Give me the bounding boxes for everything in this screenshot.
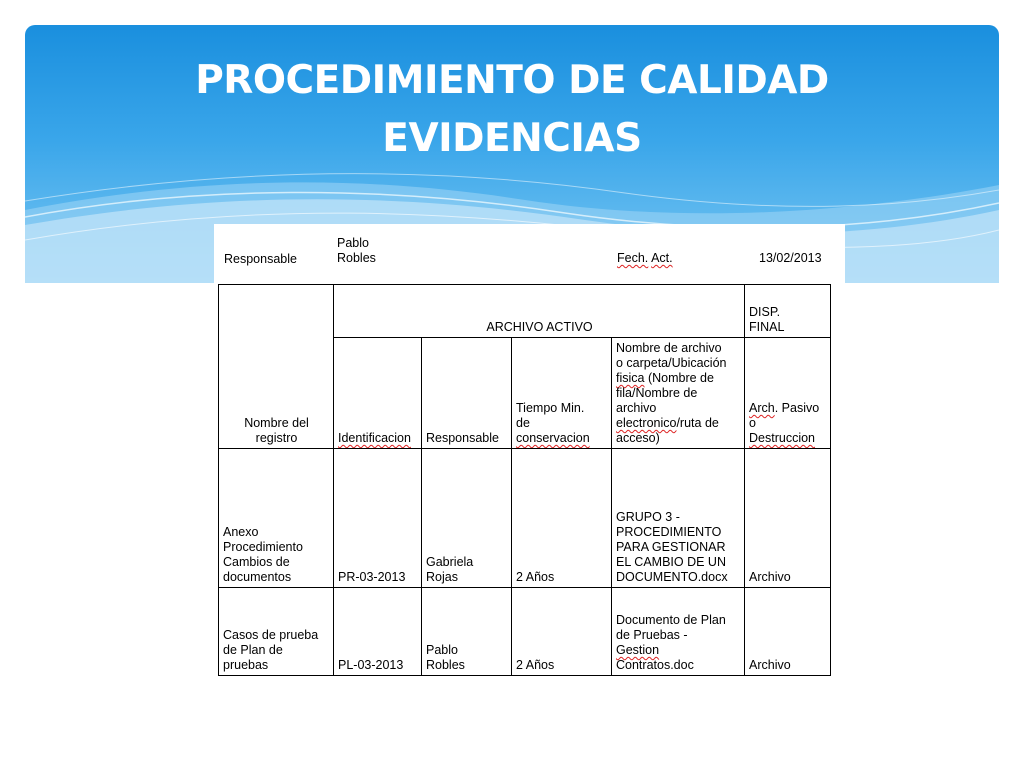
row-2-responsable-line-1: Pablo <box>426 643 458 657</box>
responsable-value-line-2: Robles <box>337 251 376 265</box>
header-disposicion <box>745 338 831 449</box>
row-2-archivo-line-2: de Pruebas - <box>616 628 688 642</box>
header-identificacion <box>334 338 422 449</box>
fecha-label-word-1: Fech. <box>617 251 649 265</box>
row-1-archivo-line-5: DOCUMENTO.docx <box>616 570 728 584</box>
slide-title-line-1: PROCEDIMIENTO DE CALIDAD <box>195 58 829 103</box>
row-2-registro <box>219 588 334 676</box>
header-nombre-archivo-line-2: o carpeta/Ubicación <box>616 356 727 370</box>
row-2-tiempo: 2 Años <box>512 588 612 676</box>
responsable-label: Responsable <box>224 252 297 266</box>
header-nombre-archivo-line-3 <box>616 371 741 386</box>
header-tiempo-line-1: Tiempo Min. <box>516 401 585 415</box>
fecha-label <box>617 251 673 266</box>
table-row <box>219 588 831 676</box>
row-1-responsable-line-2: Rojas <box>426 570 458 584</box>
header-disp-final-line-1: DISP. <box>749 305 781 319</box>
header-nombre-archivo-line-6b: /ruta de <box>676 416 719 430</box>
row-2-identificacion: PL-03-2013 <box>334 588 422 676</box>
header-nombre-archivo-line-1: Nombre de archivo <box>616 341 722 355</box>
row-1-registro <box>219 449 334 588</box>
row-1-registro-line-4: documentos <box>223 570 292 584</box>
header-nombre-archivo-line-5: archivo <box>616 401 657 415</box>
header-nombre-registro-line-2: registro <box>255 431 298 445</box>
header-archivo-activo: ARCHIVO ACTIVO <box>334 285 745 338</box>
header-nombre-archivo-line-4: fila/Nombre de <box>616 386 698 400</box>
row-1-archivo-line-2: PROCEDIMIENTO <box>616 525 722 539</box>
header-tiempo-line-3: conservacion <box>516 431 590 445</box>
evidence-table <box>218 284 831 676</box>
header-disposicion-line-1 <box>749 401 827 416</box>
row-1-archivo-line-4: EL CAMBIO DE UN <box>616 555 726 569</box>
row-2-disposicion: Archivo <box>745 588 831 676</box>
header-disp-final-line-2: FINAL <box>749 320 785 334</box>
row-2-registro-line-3: pruebas <box>223 658 269 672</box>
header-nombre-archivo <box>612 338 745 449</box>
row-1-identificacion: PR-03-2013 <box>334 449 422 588</box>
header-tiempo-line-2: de <box>516 416 530 430</box>
row-1-tiempo: 2 Años <box>512 449 612 588</box>
row-1-disposicion: Archivo <box>745 449 831 588</box>
row-1-responsable <box>422 449 512 588</box>
fecha-label-word-2: Act. <box>651 251 673 265</box>
header-nombre-archivo-line-7: acceso) <box>616 431 660 445</box>
row-2-registro-line-2: de Plan de <box>223 643 283 657</box>
table-row <box>219 449 831 588</box>
row-2-registro-line-1: Casos de prueba <box>223 628 319 642</box>
row-2-archivo-line-4: Contratos.doc <box>616 658 694 672</box>
row-2-archivo-line-3: Gestion <box>616 643 660 657</box>
row-2-archivo-line-1: Documento de Plan <box>616 613 726 627</box>
row-1-archivo-line-1: GRUPO 3 - <box>616 510 680 524</box>
responsable-value-line-1: Pablo <box>337 236 369 250</box>
header-identificacion-text: Identificacion <box>338 431 411 445</box>
header-tiempo <box>512 338 612 449</box>
row-1-registro-line-2: Procedimiento <box>223 540 303 554</box>
row-2-archivo <box>612 588 745 676</box>
header-disp-final <box>745 285 831 338</box>
header-nombre-registro <box>219 285 334 449</box>
header-nombre-archivo-line-3a: fisica <box>616 371 645 385</box>
row-1-registro-line-1: Anexo <box>223 525 259 539</box>
row-2-responsable-line-2: Robles <box>426 658 465 672</box>
row-1-responsable-line-1: Gabriela <box>426 555 474 569</box>
row-2-responsable <box>422 588 512 676</box>
slide-title <box>25 52 999 168</box>
spreadsheet-image <box>214 224 845 686</box>
header-disposicion-line-2: o <box>749 416 756 430</box>
row-1-archivo-line-3: PARA GESTIONAR <box>616 540 726 554</box>
fecha-value: 13/02/2013 <box>759 251 822 265</box>
header-responsable: Responsable <box>422 338 512 449</box>
header-nombre-registro-line-1: Nombre del <box>244 416 309 430</box>
header-nombre-archivo-line-6 <box>616 416 741 431</box>
table-header-row-1 <box>219 285 831 338</box>
slide-title-line-2: EVIDENCIAS <box>382 116 642 161</box>
header-disposicion-line-1b: . Pasivo <box>774 401 820 415</box>
row-1-registro-line-3: Cambios de <box>223 555 290 569</box>
header-nombre-archivo-line-3b: (Nombre de <box>644 371 714 385</box>
header-nombre-archivo-line-6a: electronico <box>616 416 677 430</box>
header-disposicion-line-1a: Arch <box>749 401 775 415</box>
header-disposicion-line-3: Destruccion <box>749 431 815 445</box>
row-1-archivo <box>612 449 745 588</box>
